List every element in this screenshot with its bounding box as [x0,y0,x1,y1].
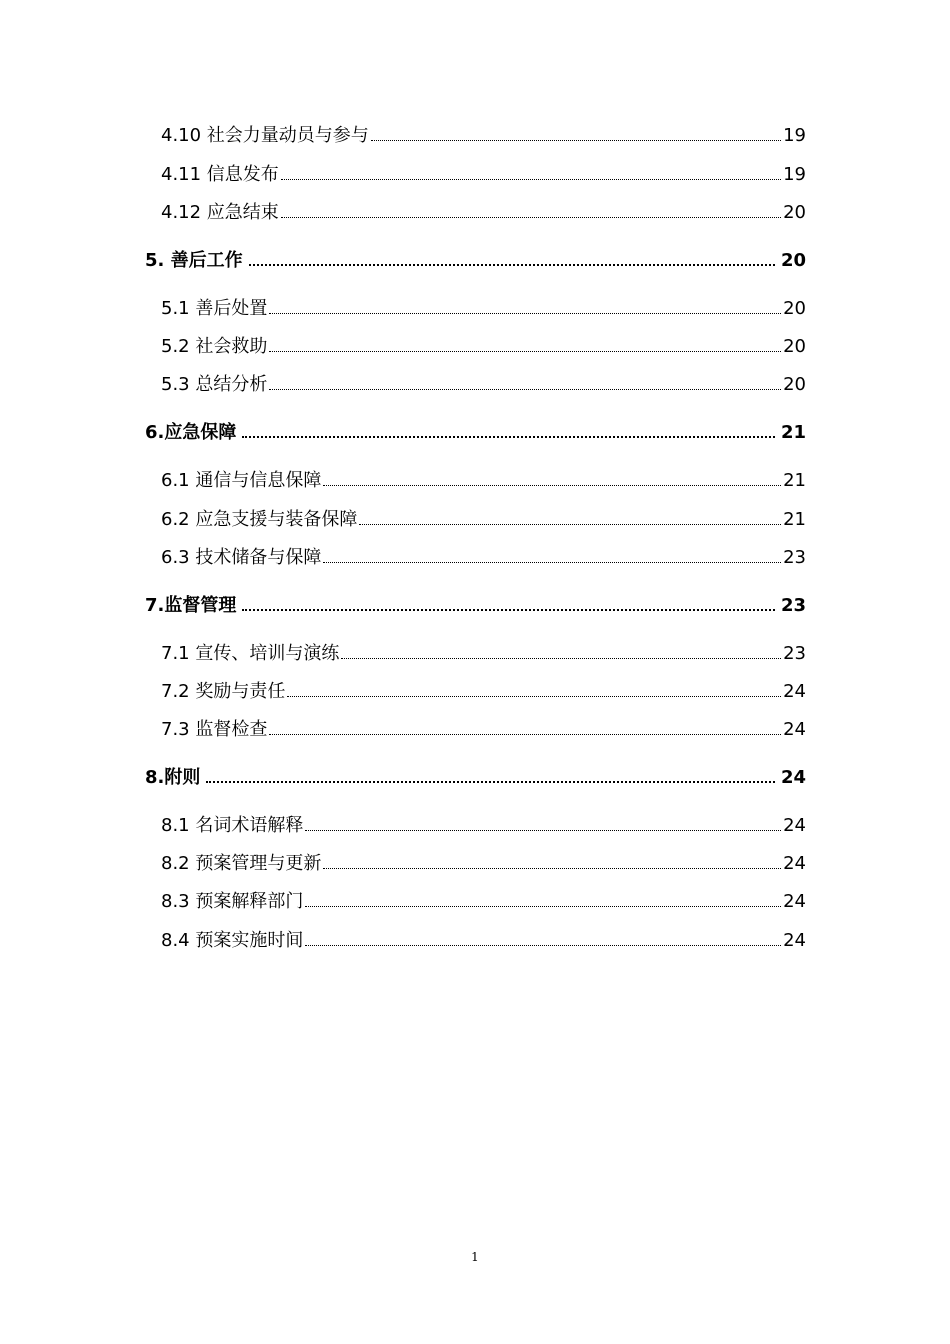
toc-dot-leader [269,388,781,390]
toc-dot-leader [341,657,781,659]
toc-entry-label: 5.3 总结分析 [161,374,268,395]
toc-dot-leader [305,905,781,907]
toc-entry[interactable] [161,887,806,913]
toc-chapter-entry[interactable] [145,246,806,272]
toc-entry-page: 24 [783,681,806,702]
toc-chapter-entry[interactable] [145,418,806,444]
toc-dot-leader [281,216,781,218]
toc-dot-leader [359,523,781,525]
toc-entry-page: 21 [783,470,806,491]
toc-chapter-entry[interactable] [145,763,806,789]
toc-entry-page: 24 [783,719,806,740]
toc-entry-label: 4.11 信息发布 [161,164,279,185]
toc-entry[interactable] [161,466,806,492]
toc-entry-label: 8.2 预案管理与更新 [161,853,322,874]
toc-chapter-label: 8.附则 [145,767,201,788]
toc-entry-page: 20 [783,374,806,395]
toc-entry[interactable] [161,294,806,320]
toc-dot-leader [269,312,781,314]
toc-entry[interactable] [161,160,806,186]
toc-dot-leader [371,139,781,141]
toc-entry-label: 7.2 奖励与责任 [161,681,286,702]
toc-dot-leader [249,263,775,266]
toc-entry-page: 20 [783,298,806,319]
toc-entry-label: 4.10 社会力量动员与参与 [161,125,369,146]
toc-entry[interactable] [161,370,806,396]
toc-entry-page: 20 [783,336,806,357]
toc-dot-leader [323,484,781,486]
toc-dot-leader [287,695,781,697]
toc-dot-leader [281,178,781,180]
toc-chapter-entry[interactable] [145,591,806,617]
toc-entry[interactable] [161,677,806,703]
toc-entry-page: 19 [783,164,806,185]
toc-chapter-page: 20 [780,250,806,271]
toc-entry[interactable] [161,715,806,741]
toc-entry-label: 4.12 应急结束 [161,202,279,223]
toc-entry[interactable] [161,121,806,147]
toc-entry-page: 24 [783,815,806,836]
toc-entry-label: 6.3 技术储备与保障 [161,547,322,568]
toc-entry[interactable] [161,926,806,952]
toc-chapter-page: 23 [780,595,806,616]
toc-entry-label: 7.1 宣传、培训与演练 [161,643,340,664]
toc-entry-page: 21 [783,509,806,530]
toc-dot-leader [305,829,781,831]
toc-entry-page: 24 [783,891,806,912]
toc-entry-label: 8.1 名词术语解释 [161,815,304,836]
toc-entry-label: 8.4 预案实施时间 [161,930,304,951]
toc-entry[interactable] [161,332,806,358]
toc-dot-leader [242,435,775,438]
toc-chapter-page: 21 [780,422,806,443]
toc-dot-leader [305,944,781,946]
toc-entry-page: 24 [783,853,806,874]
toc-dot-leader [242,608,775,611]
toc-entry-page: 24 [783,930,806,951]
toc-entry-label: 6.2 应急支援与装备保障 [161,509,358,530]
toc-entry-label: 7.3 监督检查 [161,719,268,740]
toc-entry-page: 23 [783,643,806,664]
toc-entry-page: 19 [783,125,806,146]
toc-entry[interactable] [161,849,806,875]
toc-chapter-label: 6.应急保障 [145,422,237,443]
page-number: 1 [471,1250,479,1264]
toc-dot-leader [269,733,781,735]
toc-entry-page: 20 [783,202,806,223]
toc-entry[interactable] [161,811,806,837]
toc-chapter-label: 5. 善后工作 [145,250,243,271]
toc-dot-leader [323,867,781,869]
toc-entry-label: 5.1 善后处置 [161,298,268,319]
toc-entry-label: 5.2 社会救助 [161,336,268,357]
toc-dot-leader [206,780,775,783]
toc-entry[interactable] [161,198,806,224]
toc-dot-leader [269,350,781,352]
toc-entry[interactable] [161,505,806,531]
toc-entry-label: 8.3 预案解释部门 [161,891,304,912]
toc-entry-page: 23 [783,547,806,568]
toc-dot-leader [323,561,781,563]
toc-entry-label: 6.1 通信与信息保障 [161,470,322,491]
toc-chapter-page: 24 [780,767,806,788]
toc-chapter-label: 7.监督管理 [145,595,237,616]
toc-entry[interactable] [161,543,806,569]
toc-entry[interactable] [161,639,806,665]
